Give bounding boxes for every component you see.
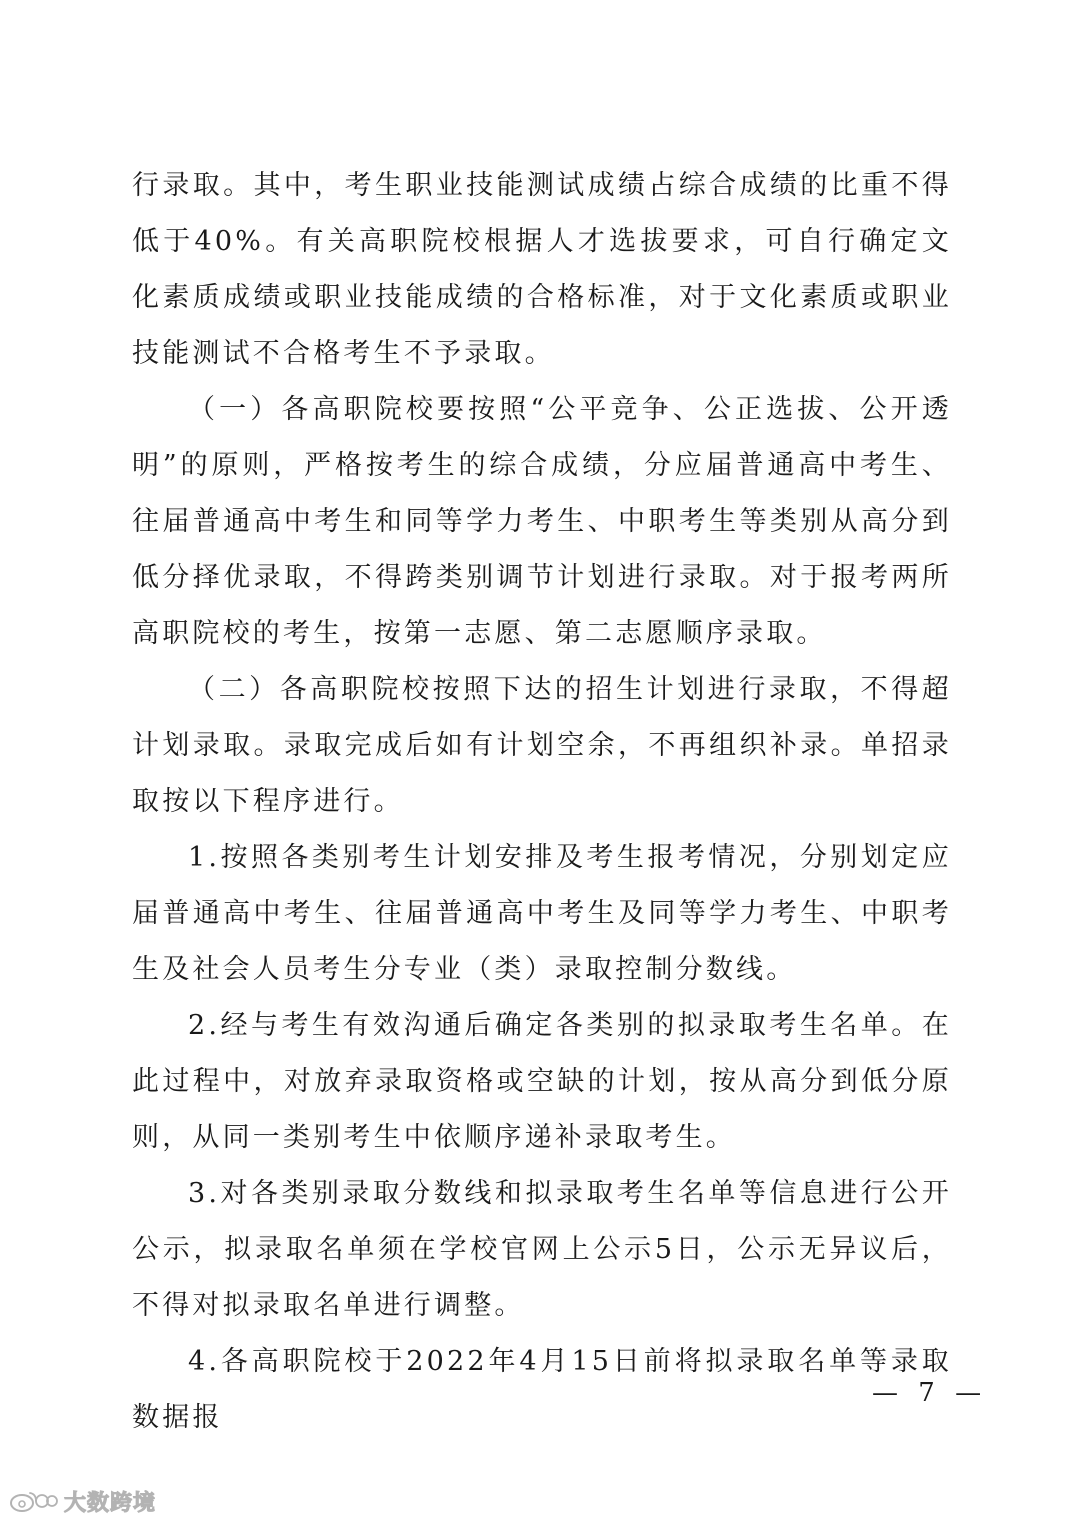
paragraph: 3.对各类别录取分数线和拟录取考生名单等信息进行公开公示，拟录取名单须在学校官网上公示5日，公示无异议后，不得对拟录取名单进行调整。 — [132, 1178, 952, 1321]
weibo-logo-icon — [8, 1489, 58, 1513]
page-number: — 7 — — [872, 1378, 988, 1408]
paragraph: 2.经与考生有效沟通后确定各类别的拟录取考生名单。在此过程中，对放弃录取资格或空缺的计划，按从高分到低分原则，从同一类别考生中依顺序递补录取考生。 — [132, 1010, 952, 1153]
paragraph: （二）各高职院校按照下达的招生计划进行录取，不得超计划录取。录取完成后如有计划空余，不再组织补录。单招录取按以下程序进行。 — [132, 674, 952, 817]
paragraph: 1.按照各类别考生计划安排及考生报考情况，分别划定应届普通高中考生、往届普通高中考生及同等学力考生、中职考生及社会人员考生分专业（类）录取控制分数线。 — [132, 842, 952, 985]
watermark — [8, 1486, 156, 1516]
paragraph: 行录取。其中，考生职业技能测试成绩占综合成绩的比重不得低于40%。有关高职院校根据人才选拔要求，可自行确定文化素质成绩或职业技能成绩的合格标准，对于文化素质或职业技能测试不合格考生不予录取。 — [132, 170, 952, 369]
paragraph: （一）各高职院校要按照“公平竞争、公正选拔、公开透明”的原则，严格按考生的综合成绩，分应届普通高中考生、往届普通高中考生和同等学力考生、中职考生等类别从高分到低分择优录取，不得跨类别调节计划进行录取。对于报考两所高职院校的考生，按第一志愿、第二志愿顺序录取。 — [132, 394, 952, 649]
document-body — [132, 158, 952, 1446]
paragraph: 4.各高职院校于2022年4月15日前将拟录取名单等录取数据报 — [132, 1346, 952, 1433]
watermark-text: 大数跨境 — [64, 1490, 157, 1516]
